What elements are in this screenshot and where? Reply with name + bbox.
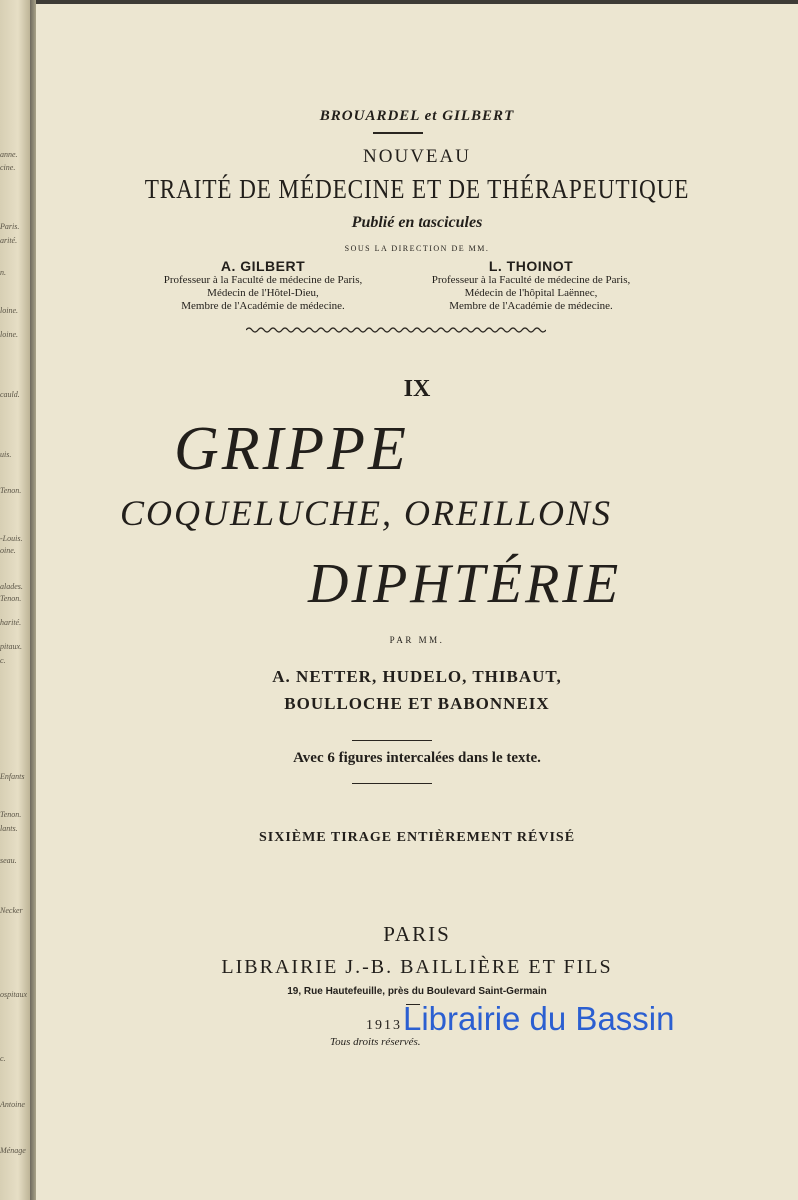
margin-fragment: Necker [0, 906, 23, 915]
margin-fragment: cauld. [0, 390, 20, 399]
margin-fragment: oine. [0, 546, 16, 555]
director-credential: Professeur à la Faculté de médecine de Paris, [163, 274, 363, 286]
margin-fragment: c. [0, 1054, 6, 1063]
margin-fragment: Antoine [0, 1100, 25, 1109]
margin-fragment: -Louis. [0, 534, 23, 543]
margin-fragment: Tenon. [0, 594, 22, 603]
margin-fragment: ospitaux [0, 990, 28, 999]
margin-fragment: Tenon. [0, 486, 22, 495]
margin-fragment: uis. [0, 450, 12, 459]
margin-fragment: Ménage [0, 1146, 26, 1155]
director-thoinot [381, 258, 681, 313]
rights-note: Tous droits réservés. [330, 1036, 421, 1048]
ornamental-wavy-rule [246, 326, 546, 334]
director-credential: Professeur à la Faculté de médecine de Paris, [431, 274, 631, 286]
volume-title-diphterie: DIPHTÉRIE [308, 553, 622, 615]
margin-fragment: seau. [0, 856, 17, 865]
series-title: TRAITÉ DE MÉDECINE ET DE THÉRAPEUTIQUE [144, 174, 690, 204]
divider-rule [373, 132, 423, 134]
margin-fragment: lants. [0, 824, 18, 833]
series-subtitle: Publié en tascicules [351, 214, 483, 231]
margin-fragment: cine. [0, 163, 16, 172]
margin-fragment: Paris. [0, 222, 20, 231]
series-nouveau: NOUVEAU [363, 146, 471, 167]
figures-note: Avec 6 figures intercalées dans le texte. [293, 750, 541, 766]
publisher-address: 19, Rue Hautefeuille, près du Boulevard Saint-Germain [287, 986, 547, 997]
director-credential: Médecin de l'Hôtel-Dieu, [207, 287, 319, 299]
director-name: A. GILBERT [220, 258, 306, 274]
margin-fragment: c. [0, 656, 6, 665]
publication-year: 1913 [366, 1018, 402, 1033]
margin-fragment: anne. [0, 150, 18, 159]
director-gilbert [113, 258, 413, 313]
publisher-city: PARIS [383, 922, 451, 946]
edition-note: SIXIÈME TIRAGE ENTIÈREMENT RÉVISÉ [258, 830, 576, 845]
contributors-line-2: BOULLOCHE ET BABONNEIX [284, 694, 550, 713]
volume-number: IX [403, 376, 431, 402]
facing-page-edge [0, 0, 30, 1200]
margin-fragment: n. [0, 268, 6, 277]
director-name: L. THOINOT [488, 258, 574, 274]
margin-fragment: Tenon. [0, 810, 22, 819]
contributors-line-1: A. NETTER, HUDELO, THIBAUT, [272, 667, 562, 686]
divider-rule [352, 740, 432, 741]
par-label: PAR MM. [389, 635, 445, 645]
volume-title-coqueluche: COQUELUCHE, OREILLONS [120, 493, 613, 533]
margin-fragment: loine. [0, 330, 18, 339]
margin-fragment: Enfants [0, 772, 25, 781]
director-credential: Membre de l'Académie de médecine. [449, 300, 613, 312]
director-credential: Médecin de l'hôpital Laënnec, [464, 287, 598, 299]
margin-fragment: pitaux. [0, 642, 22, 651]
volume-title-grippe: GRIPPE [174, 415, 409, 483]
margin-fragment: alades. [0, 582, 23, 591]
margin-fragment: arité. [0, 236, 18, 245]
margin-fragment: loine. [0, 306, 18, 315]
publisher-name: LIBRAIRIE J.-B. BAILLIÈRE ET FILS [221, 956, 613, 978]
direction-label: SOUS LA DIRECTION DE MM. [344, 244, 490, 253]
series-authors: BROUARDEL et GILBERT [319, 108, 515, 124]
seller-watermark: Librairie du Bassin [403, 1000, 675, 1037]
margin-fragment: harité. [0, 618, 22, 627]
director-credential: Membre de l'Académie de médecine. [181, 300, 345, 312]
divider-rule [352, 783, 432, 784]
